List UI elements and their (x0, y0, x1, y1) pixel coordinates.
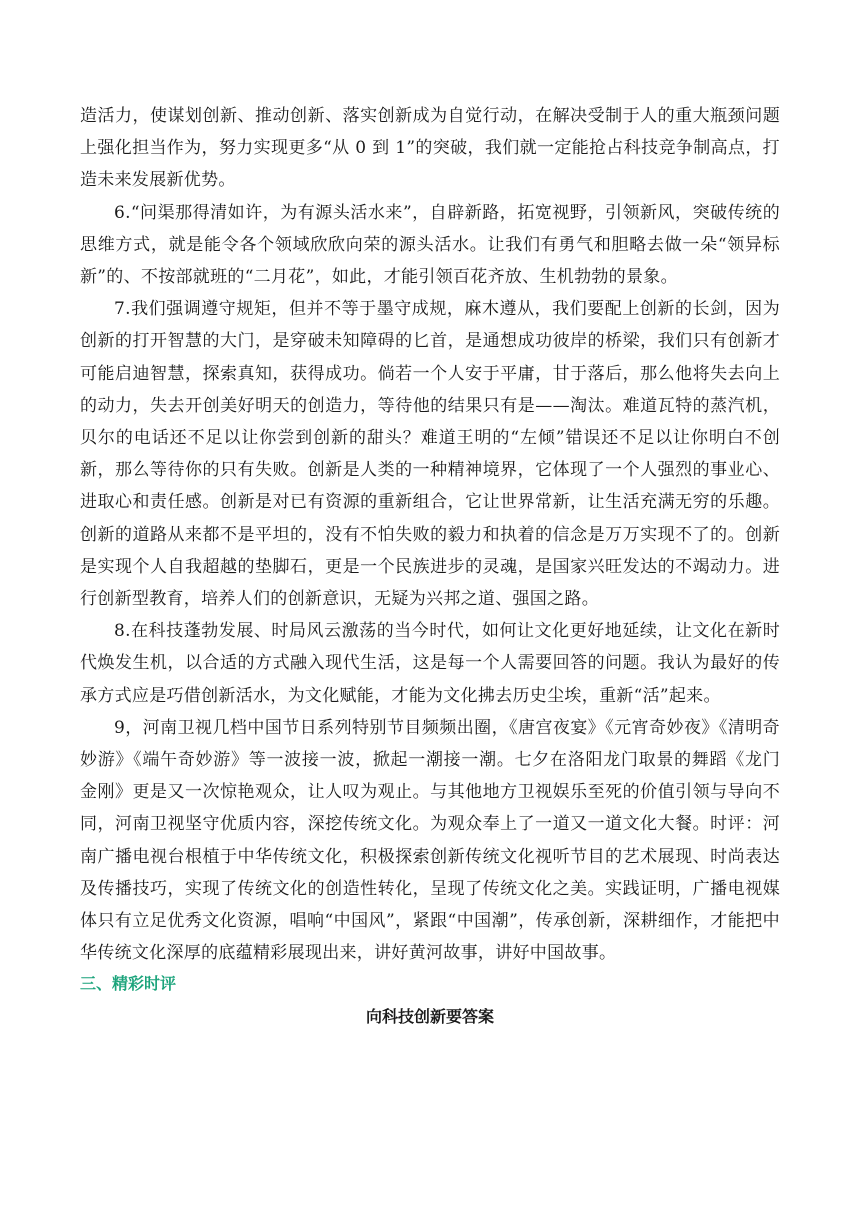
paragraph-continued: 造活力，使谋划创新、推动创新、落实创新成为自觉行动，在解决受制于人的重大瓶颈问题上强化担当作为，努力实现更多“从 0 到 1”的突破，我们就一定能抢占科技竞争制高点，打造未来发展新优势。 (80, 106, 780, 191)
paragraph-9: 9，河南卫视几档中国节日系列特别节目频频出圈，《唐宫夜宴》《元宵奇妙夜》《清明奇妙游》《端午奇妙游》等一波接一波，掀起一潮接一潮。七夕在洛阳龙门取景的舞蹈《龙门金刚》更是又一次惊艳观众，让人叹为观止。与其他地方卫视娱乐至死的价值引领与导向不同，河南卫视坚守优质内容，深挖传统文化。为观众奉上了一道又一道文化大餐。时评：河南广播电视台根植于中华传统文化，积极探索创新传统文化视听节目的艺术展现、时尚表达及传播技巧，实现了传统文化的创造性转化，呈现了传统文化之美。实践证明，广播电视媒体只有立足优秀文化资源，唱响“中国风”，紧跟“中国潮”，传承创新，深耕细作，才能把中华传统文化深厚的底蕴精彩展现出来，讲好黄河故事，讲好中国故事。 (80, 717, 780, 964)
article-title: 向科技创新要答案 (365, 1007, 494, 1027)
paragraph-6: 6.“问渠那得清如许，为有源头活水来”，自辟新路，拓宽视野，引领新风，突破传统的思维方式，就是能令各个领域欣欣向荣的源头活水。让我们有勇气和胆略去做一朵“领异标新”的、不按部就班的“二月花”，如此，才能引领百花齐放、生机勃勃的景象。 (80, 202, 780, 288)
paragraph-7: 7.我们强调遵守规矩，但并不等于墨守成规，麻木遵从，我们要配上创新的长剑，因为创新的打开智慧的大门，是穿破未知障碍的匕首，是通想成功彼岸的桥梁，我们只有创新才可能启迪智慧，探索真知，获得成功。倘若一个人安于平庸，甘于落后，那么他将失去向上的动力，失去开创美好明天的创造力，等待他的结果只有是——淘汰。难道瓦特的蒸汽机，贝尔的电话还不足以让你尝到创新的甜头？难道王明的“左倾”错误还不足以让你明白不创新，那么等待你的只有失败。创新是人类的一种精神境界，它体现了一个人强烈的事业心、进取心和责任感。创新是对已有资源的重新组合，它让世界常新，让生活充满无穷的乐趣。创新的道路从来都不是平坦的，没有不怕失败的毅力和执着的信念是万万实现不了的。创新是实现个人自我超越的垫脚石，更是一个民族进步的灵魂，是国家兴旺发达的不竭动力。进行创新型教育，培养人们的创新意识，无疑为兴邦之道、强国之路。 (80, 299, 780, 610)
paragraph-8: 8.在科技蓬勃发展、时局风云激荡的当今时代，如何让文化更好地延续，让文化在新时代焕发生机，以合适的方式融入现代生活，这是每一个人需要回答的问题。我认为最好的传承方式应是巧借创新活水，为文化赋能，才能为文化拂去历史尘埃，重新“活”起来。 (80, 621, 780, 706)
section-heading: 三、精彩时评 (80, 974, 177, 994)
document-page (80, 100, 780, 1033)
